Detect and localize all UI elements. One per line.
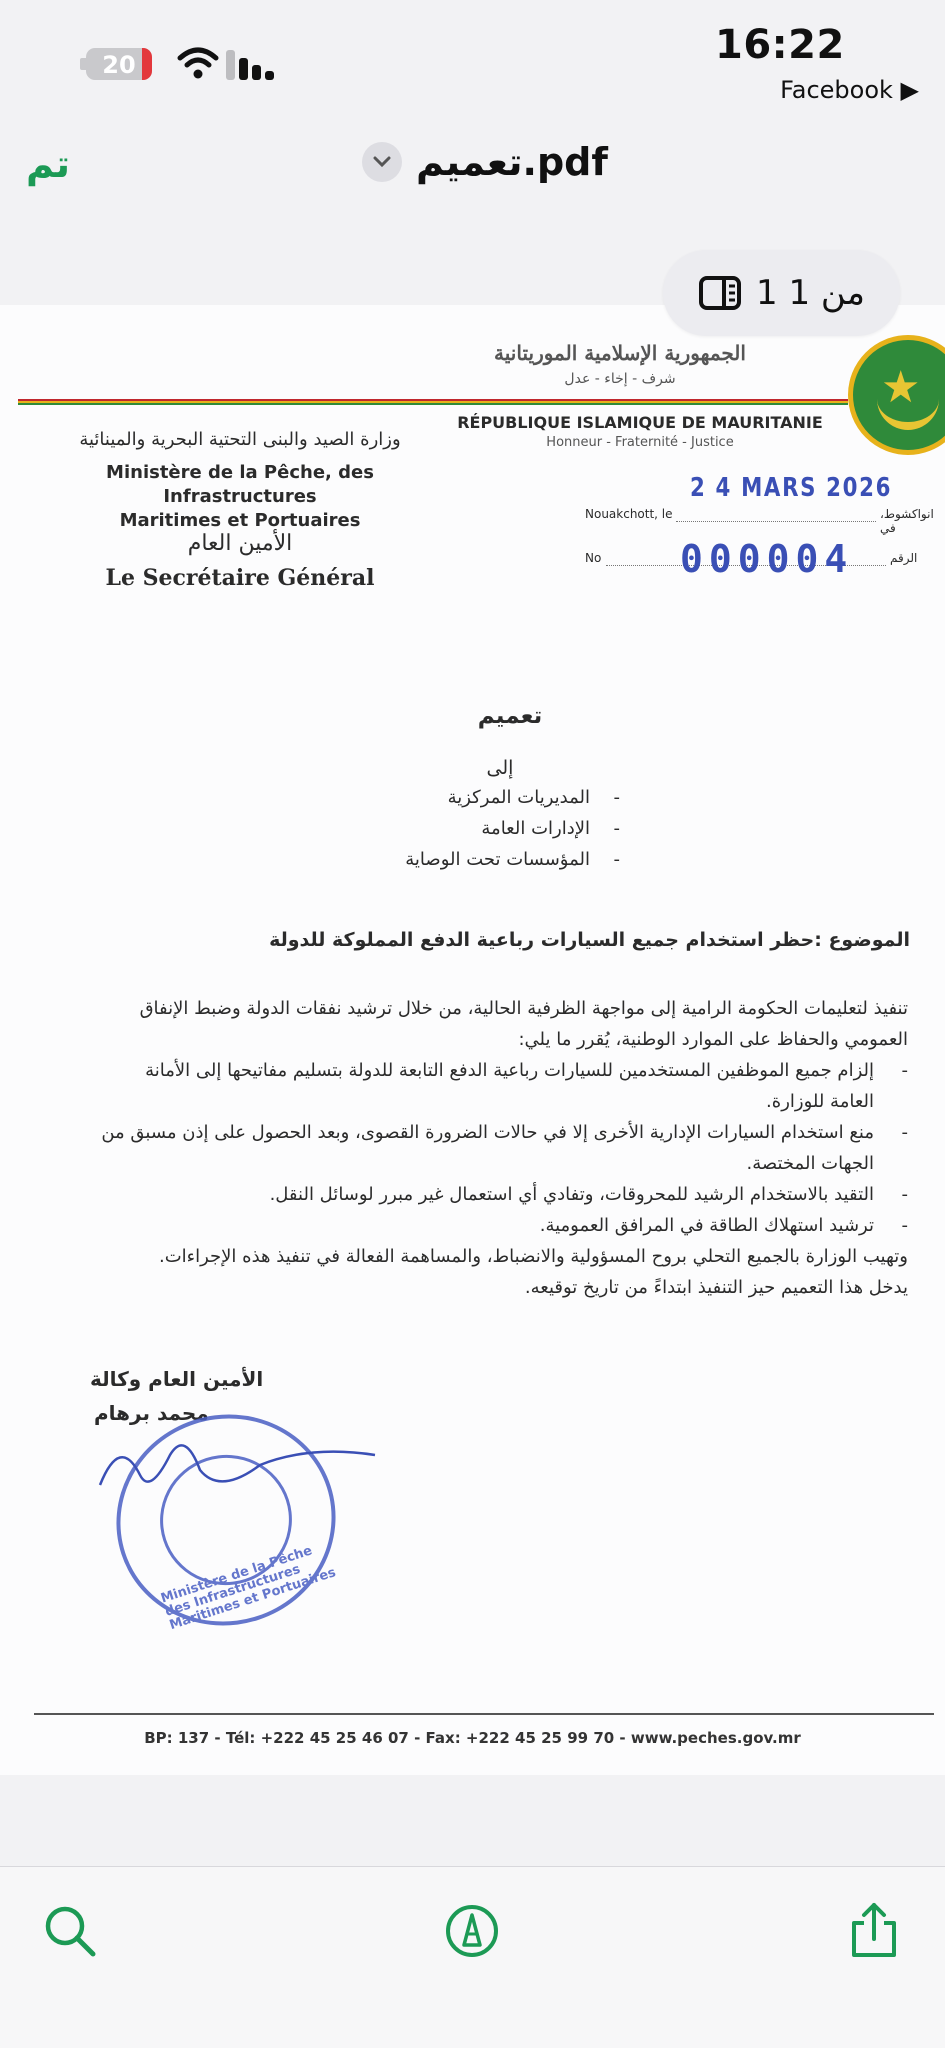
chevron-down-icon[interactable] [362,142,402,182]
circular-title: تعميم [477,703,543,729]
page-indicator[interactable] [663,250,900,336]
motto-arabic: شرف - إخاء - عدل [564,371,676,387]
clock: 16:22 [715,22,845,68]
sidebar-toggle-icon[interactable] [698,275,742,311]
footer-contact: BP: 137 - Tél: +222 45 25 46 07 - Fax: +222 45 25 99 70 - www.peches.gov.mr [144,1729,801,1747]
star-icon: ★ [881,362,921,413]
effective-date-paragraph: يدخل هذا التعميم حيز التنفيذ ابتداءً من تاريخ توقيعه. [524,1277,908,1298]
wifi-icon [176,46,220,80]
ministry-french [40,461,440,533]
footer-divider [34,1713,934,1715]
recipient-item: - المديريات المركزية [340,787,620,818]
done-button[interactable]: تم [26,142,71,186]
motto-french: Honneur - Fraternité - Justice [546,435,734,450]
signatory-name: محمد برهام [94,1401,209,1425]
subject-line: الموضوع :حظر استخدام جميع السيارات رباعية الدفع المملوكة للدولة [269,929,910,951]
document-title: تعميم.pdf [416,140,608,184]
document-title-menu[interactable] [362,140,608,184]
battery-level: 20 [102,51,136,79]
pdf-page [0,305,945,1775]
battery-icon [86,48,152,80]
cellular-signal-icon [226,48,276,80]
ministry-arabic: وزارة الصيد والبنى التحتية البحرية والمينائية [79,429,401,450]
status-bar [0,0,945,110]
national-emblem [848,335,945,455]
signatory-title: الأمين العام وكالة [90,1367,264,1391]
place-label-french: Nouakchott, le [585,507,673,521]
date-stamp: 2 4 MARS 2026 [690,473,893,503]
republic-arabic: الجمهورية الإسلامية الموريتانية [494,341,746,365]
reference-number-stamp: 000004 [680,537,854,581]
closing-paragraph: وتهيب الوزارة بالجميع التحلي بروح المسؤولية والانضباط، والمساهمة الفعالة في تنفيذ هذه الإجراءات. [158,1246,908,1267]
measures-list [100,1055,908,1241]
secretary-general-french: Le Secrétaire Général [105,565,375,591]
nav-bar [0,130,945,204]
measure-item: - التقيد بالاستخدام الرشيد للمحروقات، وتفادي أي استعمال غير مبرر لوسائل النقل. [100,1179,908,1210]
share-icon[interactable] [844,1901,904,1961]
search-icon[interactable] [40,1901,100,1961]
number-label-arabic: الرقم [890,551,918,565]
recipient-item: - المؤسسات تحت الوصاية [340,849,620,880]
signature [90,1425,380,1515]
republic-french: RÉPUBLIQUE ISLAMIQUE DE MAURITANIE [457,413,823,432]
body-text [100,993,908,1303]
date-line [676,521,876,522]
measure-item: - إلزام جميع الموظفين المستخدمين للسيارات رباعية الدفع التابعة للدولة بتسليم مفاتيحها إلى الأمانة العامة للوزارة. [100,1055,908,1117]
flag-stripes [18,399,848,405]
bottom-toolbar [0,1866,945,2048]
ministry-french-line1: Ministère de la Pêche, des Infrastructures [106,462,374,507]
seal-text: Ministère de la Pêche des Infrastructures Maritimes et Portuaires [159,1543,338,1634]
measure-item: - منع استخدام السيارات الإدارية الأخرى إلا في حالات الضرورة القصوى، وبعد الحصول على إذن مسبق من الجهات المختصة. [100,1117,908,1179]
secretary-general-arabic: الأمين العام [187,531,293,556]
markup-pen-icon[interactable] [442,1901,502,1961]
ministry-french-line2: Maritimes et Portuaires [119,510,361,531]
recipient-item: - الإدارات العامة [340,818,620,849]
page-count: 1 من 1 [756,273,865,313]
intro-paragraph: تنفيذ لتعليمات الحكومة الرامية إلى مواجهة الظرفية الحالية، من خلال ترشيد نفقات الدولة وضبط الإنفاق العمومي والحفاظ على الموارد الوطنية، يُقرر ما يلي: [139,998,908,1050]
back-to-app-link[interactable]: Facebook ▶ [780,76,919,104]
measure-item: - ترشيد استهلاك الطاقة في المرافق العمومية. [100,1210,908,1241]
place-label-arabic: انواكشوط، في [880,507,934,535]
recipients-list [340,787,620,880]
to-label: إلى [486,757,514,779]
number-label-french: No [585,551,602,565]
